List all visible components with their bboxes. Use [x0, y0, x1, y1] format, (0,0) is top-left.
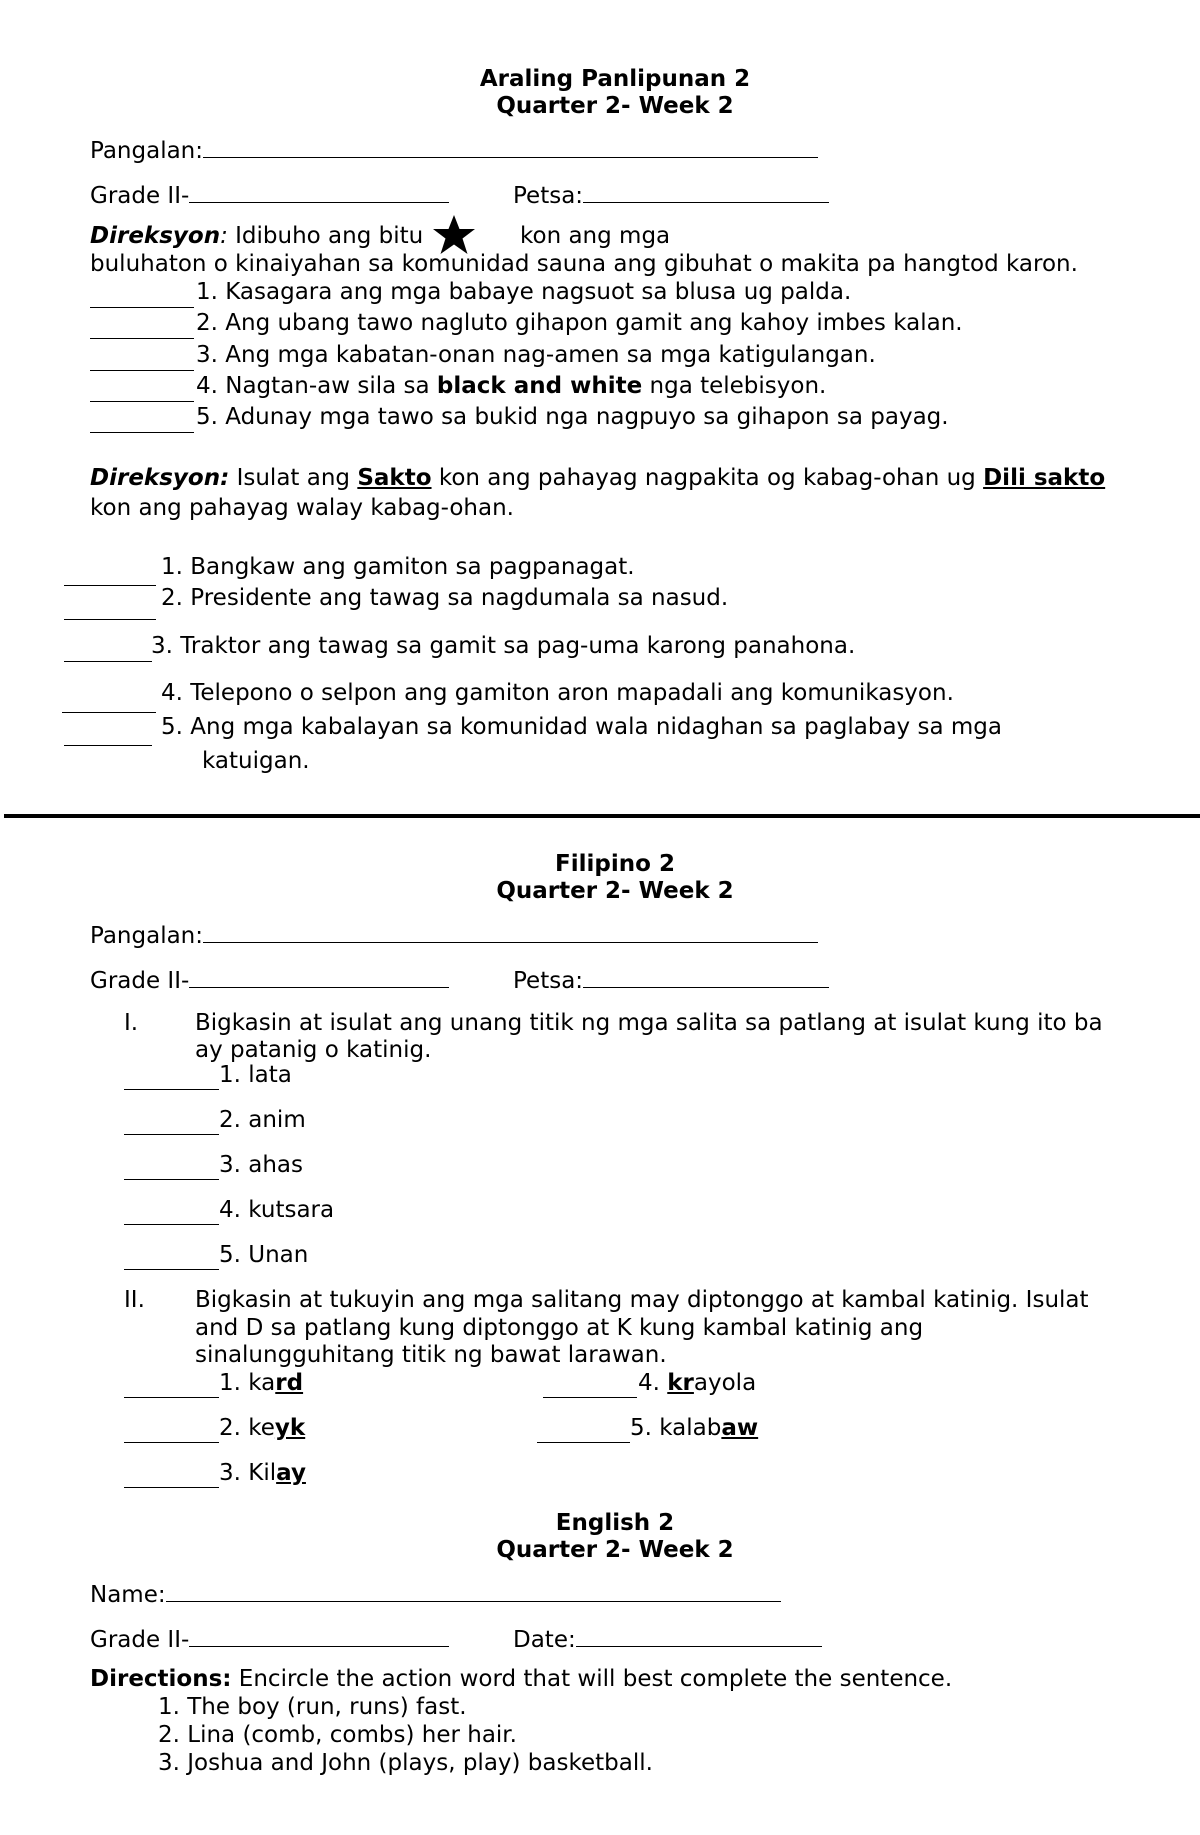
eng-name-row	[90, 1579, 781, 1607]
ap-p1-blank-2[interactable]	[90, 338, 194, 339]
ap-dir2-sakto: Sakto	[357, 465, 432, 491]
ap-p2-item-3: 3. Traktor ang tawag sa gamit sa pag-uma karong panahona.	[151, 633, 856, 659]
fil-i-blank-2[interactable]	[124, 1134, 219, 1135]
fil-i-item-5: 5. Unan	[219, 1242, 309, 1268]
fil-ii-item-4-underlined: kr	[667, 1370, 694, 1396]
ap-p1-blank-3[interactable]	[90, 370, 194, 371]
ap-p1-item-1: 1. Kasagara ang mga babaye nagsuot sa blusa ug palda.	[196, 279, 852, 305]
ap-p1-item-4	[196, 375, 826, 398]
fil-ii-item-1	[219, 1372, 303, 1395]
ap-date-row	[513, 180, 829, 208]
eng-name-blank[interactable]	[166, 1579, 781, 1602]
ap-name-row	[90, 135, 818, 163]
fil-i-item-1: 1. lata	[219, 1062, 292, 1088]
ap-dir2-text-a: Isulat ang	[229, 465, 358, 491]
eng-grade-row	[90, 1624, 449, 1652]
ap-p1-item-5: 5. Adunay mga tawo sa bukid nga nagpuyo sa gihapon sa payag.	[196, 404, 949, 430]
fil-grade-label: Grade II-	[90, 968, 190, 994]
fil-i-item-4: 4. kutsara	[219, 1197, 335, 1223]
fil-instr2-line3: sinalungguhitang titik ng bawat larawan.	[195, 1342, 667, 1368]
ap-p1-blank-4[interactable]	[90, 401, 194, 402]
fil-i-blank-3[interactable]	[124, 1179, 219, 1180]
ap-p2-blank-4[interactable]	[62, 712, 156, 713]
ap-dir2-line2: kon ang pahayag walay kabag-ohan.	[90, 495, 514, 521]
eng-subject-title: English 2	[555, 1510, 675, 1536]
eng-date-row	[513, 1624, 822, 1652]
eng-dir-text: Encircle the action word that will best complete the sentence.	[231, 1666, 953, 1692]
fil-i-blank-4[interactable]	[124, 1224, 219, 1225]
ap-date-blank[interactable]	[583, 180, 829, 203]
ap-date-label: Petsa:	[513, 183, 584, 209]
fil-ii-blank-4[interactable]	[543, 1397, 637, 1398]
fil-ii-blank-5[interactable]	[537, 1442, 630, 1443]
ap-p1-item-4-bold: black and white	[436, 373, 643, 399]
ap-dir1-text-a: Idibuho ang bitu	[235, 223, 424, 249]
ap-grade-row	[90, 180, 449, 208]
ap-direction-2	[90, 467, 1105, 490]
eng-name-label: Name:	[90, 1582, 166, 1608]
ap-p2-blank-1[interactable]	[64, 585, 156, 586]
eng-date-blank[interactable]	[576, 1624, 822, 1647]
section-divider	[4, 814, 1200, 818]
ap-p1-blank-5[interactable]	[90, 432, 194, 433]
fil-instr2-line2: and D sa patlang kung diptonggo at K kung kambal katinig ang	[195, 1315, 924, 1341]
fil-ii-blank-2[interactable]	[124, 1442, 219, 1443]
eng-grade-blank[interactable]	[189, 1624, 449, 1647]
fil-roman-2: II.	[124, 1287, 145, 1313]
fil-ii-item-3	[219, 1462, 306, 1485]
fil-ii-item-2	[219, 1417, 305, 1440]
fil-i-item-3: 3. ahas	[219, 1152, 304, 1178]
ap-p2-item-2: 2. Presidente ang tawag sa nagdumala sa nasud.	[161, 585, 729, 611]
ap-p2-item-5-cont: katuigan.	[202, 748, 310, 774]
fil-roman-1: I.	[124, 1010, 139, 1036]
fil-ii-item-1-pre: 1. ka	[219, 1370, 276, 1396]
ap-p1-item-4-pre: 4. Nagtan-aw sila sa	[196, 373, 437, 399]
fil-ii-item-5-pre: 5. kalab	[630, 1415, 722, 1441]
ap-p2-item-1: 1. Bangkaw ang gamiton sa pagpanagat.	[161, 554, 635, 580]
ap-p2-item-4: 4. Telepono o selpon ang gamiton aron mapadali ang komunikasyon.	[161, 680, 954, 706]
fil-subject-title: Filipino 2	[555, 851, 675, 877]
fil-ii-item-3-underlined: ay	[276, 1460, 306, 1486]
eng-item-1: 1. The boy (run, runs) fast.	[158, 1694, 467, 1720]
fil-ii-item-5-underlined: aw	[721, 1415, 759, 1441]
ap-dir2-text-b: kon ang pahayag nagpakita og kabag-ohan ug	[431, 465, 984, 491]
fil-i-blank-5[interactable]	[124, 1269, 219, 1270]
fil-ii-item-1-underlined: rd	[275, 1370, 304, 1396]
fil-name-label: Pangalan:	[90, 923, 204, 949]
fil-name-blank[interactable]	[203, 920, 818, 943]
ap-name-blank[interactable]	[203, 135, 818, 158]
fil-instr1-line2: ay patanig o katinig.	[195, 1037, 432, 1063]
fil-instr1-line1: Bigkasin at isulat ang unang titik ng mga salita sa patlang at isulat kung ito ba	[195, 1010, 1103, 1036]
ap-p2-blank-5[interactable]	[64, 745, 152, 746]
star-icon	[428, 214, 480, 256]
ap-p2-blank-2[interactable]	[64, 619, 156, 620]
ap-p2-blank-3[interactable]	[64, 661, 152, 662]
fil-ii-item-4-post: ayola	[693, 1370, 757, 1396]
ap-subject-title: Araling Panlipunan 2	[479, 66, 751, 92]
fil-quarter-title: Quarter 2- Week 2	[496, 878, 734, 904]
eng-directions	[90, 1668, 952, 1691]
ap-quarter-title: Quarter 2- Week 2	[496, 93, 734, 119]
fil-name-row	[90, 920, 818, 948]
ap-dir1-line2: buluhaton o kinaiyahan sa komunidad sauna ang gibuhat o makita pa hangtod karon.	[90, 251, 1078, 277]
fil-date-label: Petsa:	[513, 968, 584, 994]
fil-i-blank-1[interactable]	[124, 1089, 219, 1090]
ap-dir2-dili-sakto: Dili sakto	[983, 465, 1106, 491]
eng-date-label: Date:	[513, 1627, 576, 1653]
fil-date-blank[interactable]	[583, 965, 829, 988]
ap-grade-label: Grade II-	[90, 183, 190, 209]
ap-grade-blank[interactable]	[189, 180, 449, 203]
fil-ii-blank-3[interactable]	[124, 1487, 219, 1488]
fil-ii-item-2-pre: 2. ke	[219, 1415, 275, 1441]
fil-date-row	[513, 965, 829, 993]
fil-instr2-line1: Bigkasin at tukuyin ang mga salitang may diptonggo at kambal katinig. Isulat	[195, 1287, 1089, 1313]
ap-p1-item-3: 3. Ang mga kabatan-onan nag-amen sa mga katigulangan.	[196, 342, 876, 368]
fil-i-item-2: 2. anim	[219, 1107, 306, 1133]
fil-ii-blank-1[interactable]	[124, 1397, 219, 1398]
ap-p1-item-4-post: nga telebisyon.	[642, 373, 827, 399]
eng-quarter-title: Quarter 2- Week 2	[496, 1537, 734, 1563]
ap-dir2-label: Direksyon:	[90, 465, 230, 491]
fil-ii-item-4	[638, 1372, 756, 1395]
fil-ii-item-4-pre: 4.	[638, 1370, 668, 1396]
ap-dir1-label: Direksyon	[90, 223, 221, 249]
eng-dir-label: Directions:	[90, 1666, 232, 1692]
ap-p1-item-2: 2. Ang ubang tawo nagluto gihapon gamit ang kahoy imbes kalan.	[196, 310, 963, 336]
fil-ii-item-2-underlined: yk	[274, 1415, 306, 1441]
ap-direction-1	[90, 225, 423, 248]
fil-grade-blank[interactable]	[189, 965, 449, 988]
fil-ii-item-3-pre: 3. Kil	[219, 1460, 277, 1486]
ap-dir1-text-b: kon ang mga	[520, 223, 671, 249]
ap-dir1-colon: :	[220, 223, 228, 249]
eng-item-2: 2. Lina (comb, combs) her hair.	[158, 1722, 517, 1748]
fil-grade-row	[90, 965, 449, 993]
ap-p1-blank-1[interactable]	[90, 307, 194, 308]
fil-ii-item-5	[630, 1417, 758, 1440]
ap-name-label: Pangalan:	[90, 138, 204, 164]
ap-p2-item-5: 5. Ang mga kabalayan sa komunidad wala nidaghan sa paglabay sa mga	[161, 714, 1002, 740]
eng-item-3: 3. Joshua and John (plays, play) basketball.	[158, 1750, 653, 1776]
eng-grade-label: Grade II-	[90, 1627, 190, 1653]
